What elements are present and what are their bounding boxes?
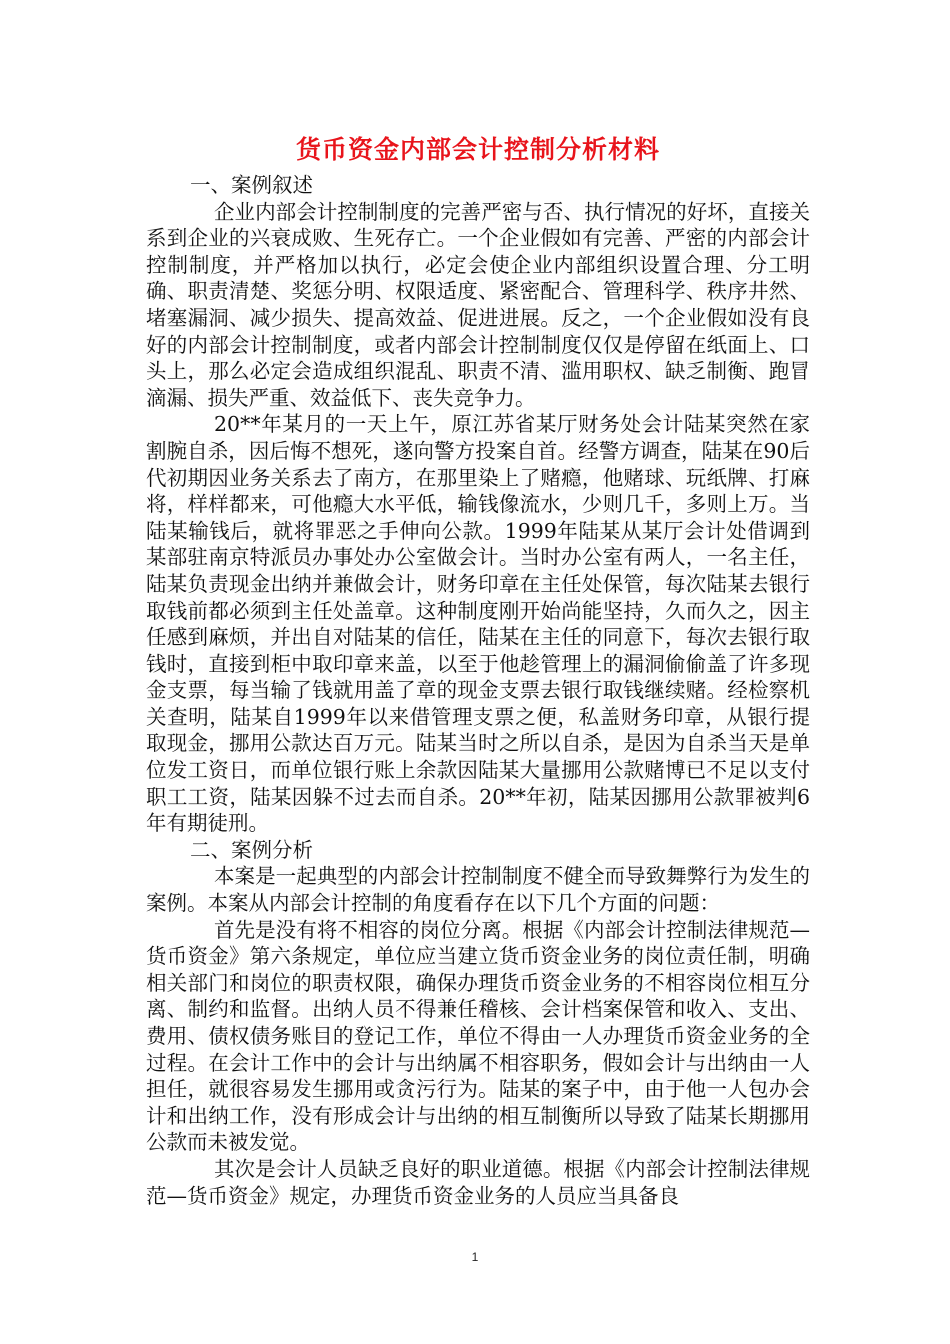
paragraph: 其次是会计人员缺乏良好的职业道德。根据《内部会计控制法律规范—货币资金》规定，办理货币资金业务的人员应当具备良	[146, 1156, 810, 1208]
section-heading: 一、案例叙述	[190, 173, 313, 197]
paragraph: 20**年某月的一天上午，原江苏省某厅财务处会计陆某突然在家割腕自杀，因后悔不想死，遂向警方投案自首。经警方调查，陆某在90后代初期因业务关系去了南方，在那里染上了赌瘾，他赌球、玩纸牌、打麻将，样样都来，可他瘾大水平低，输钱像流水，少则几千，多则上万。当陆某输钱后，就将罪恶之手伸向公款。1999年陆某从某厅会计处借调到某部驻南京特派员办事处办公室做会计。当时办公室有两人，一名主任，陆某负责现金出纳并兼做会计，财务印章在主任处保管，每次陆某去银行取钱前都必须到主任处盖章。这种制度刚开始尚能坚持，久而久之，因主任感到麻烦，并出自对陆某的信任，陆某在主任的同意下，每次去银行取钱时，直接到柜中取印章来盖，以至于他趁管理上的漏洞偷偷盖了许多现金支票，每当输了钱就用盖了章的现金支票去银行取钱继续赌。经检察机关查明，陆某自1999年以来借管理支票之便，私盖财务印章，从银行提取现金，挪用公款达百万元。陆某当时之所以自杀，是因为自杀当天是单位发工资日，而单位银行账上余款因陆某大量挪用公款赌博已不足以支付职工工资，陆某因躲不过去而自杀。20**年初，陆某因挪用公款罪被判6年有期徒刑。	[146, 412, 810, 836]
paragraph: 企业内部会计控制制度的完善严密与否、执行情况的好坏，直接关系到企业的兴衰成败、生死存亡。一个企业假如有完善、严密的内部会计控制制度，并严格加以执行，必定会使企业内部组织设置合理、分工明确、职责清楚、奖惩分明、权限适度、紧密配合、管理科学、秩序井然、堵塞漏洞、减少损失、提高效益、促进进展。反之，一个企业假如没有良好的内部会计控制制度，或者内部会计控制制度仅仅是停留在纸面上、口头上，那么必定会造成组织混乱、职责不清、滥用职权、缺乏制衡、跑冒滴漏、损失严重、效益低下、丧失竞争力。	[146, 199, 810, 410]
document-body	[146, 132, 810, 1209]
paragraph: 本案是一起典型的内部会计控制制度不健全而导致舞弊行为发生的案例。本案从内部会计控制的角度看存在以下几个方面的问题：	[146, 864, 810, 916]
document-title: 货币资金内部会计控制分析材料	[295, 135, 660, 164]
page-number: 1	[471, 1250, 479, 1264]
paragraph: 首先是没有将不相容的岗位分离。根据《内部会计控制法律规范—货币资金》第六条规定，单位应当建立货币资金业务的岗位责任制，明确相关部门和岗位的职责权限，确保办理货币资金业务的不相容岗位相互分离、制约和监督。出纳人员不得兼任稽核、会计档案保管和收入、支出、费用、债权债务账目的登记工作，单位不得由一人办理货币资金业务的全过程。在会计工作中的会计与出纳属不相容职务，假如会计与出纳由一人担任，就很容易发生挪用或贪污行为。陆某的案子中，由于他一人包办会计和出纳工作，没有形成会计与出纳的相互制衡所以导致了陆某长期挪用公款而未被发觉。	[146, 917, 810, 1155]
section-heading: 二、案例分析	[190, 837, 313, 862]
